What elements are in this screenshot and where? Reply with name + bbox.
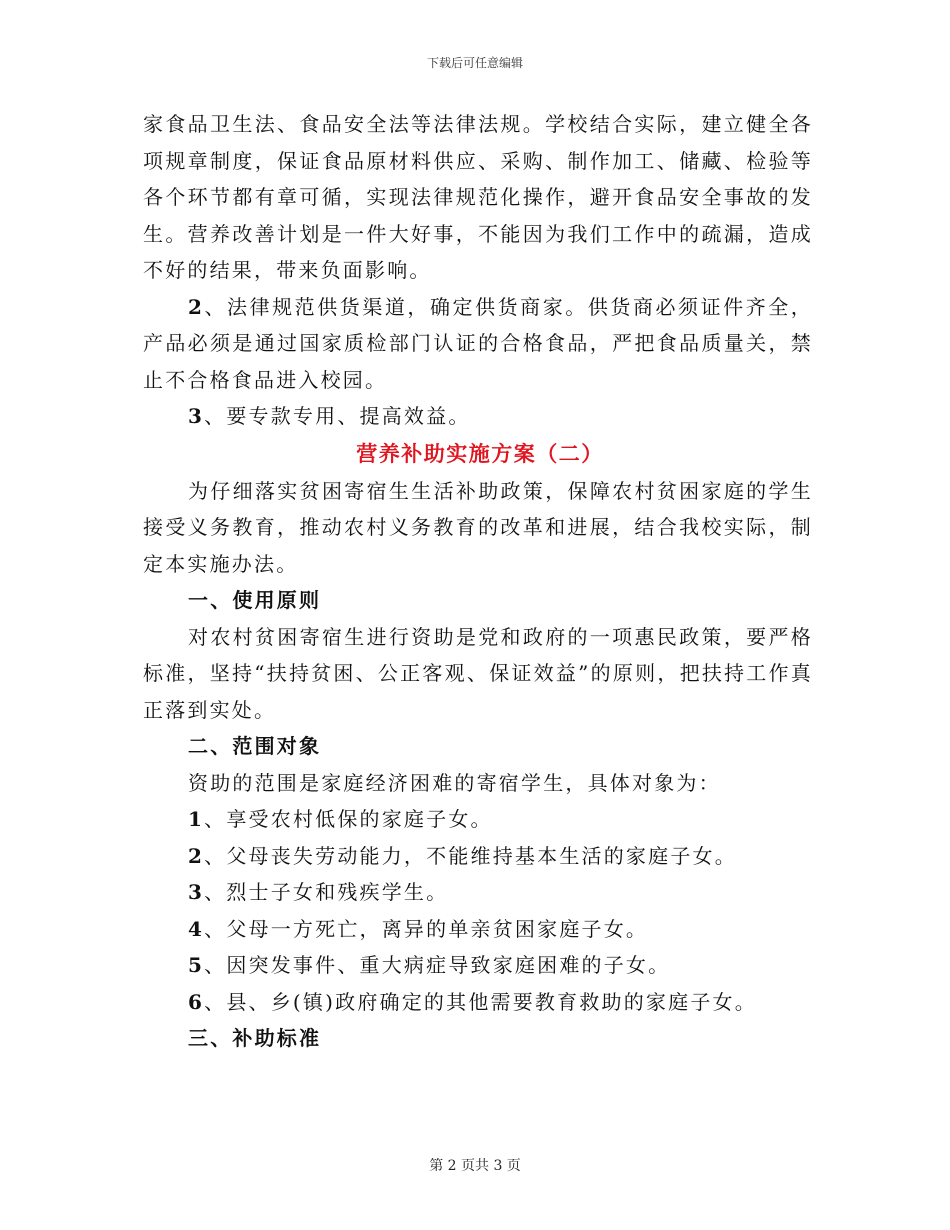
list-item [143,984,813,1021]
list-item-text: 、父母一方死亡，离异的单亲贫困家庭子女。 [204,916,649,941]
paragraph-special-funds [143,398,813,435]
paragraph-usage-principle: 对农村贫困寄宿生进行资助是党和政府的一项惠民政策，要严格标准，坚持“扶持贫困、公正客观、保证效益”的原则，把扶持工作真正落到实处。 [143,624,813,722]
list-item-text: 、县、乡(镇)政府确定的其他需要教育救助的家庭子女。 [204,989,757,1014]
paragraph-intro: 为仔细落实贫困寄宿生生活补助政策，保障农村贫困家庭的学生接受义务教育，推动农村义务教育的改革和进展，结合我校实际，制定本实施办法。 [143,478,813,576]
list-item-text: 、享受农村低保的家庭子女。 [204,807,493,831]
paragraph-scope: 资助的范围是家庭经济困难的寄宿学生，具体对象为： [188,770,721,795]
list-item [143,874,813,911]
section-title: 营养补助实施方案（二） [356,440,604,466]
document-body [143,106,813,1057]
paragraph-supply-channel [143,289,813,399]
list-item-text: 、烈士子女和残疾学生。 [204,880,449,904]
list-item [143,801,813,838]
list-number: 2 [188,843,205,868]
page-header-note: 下载后可任意编辑 [426,56,523,70]
list-number: 6 [188,989,205,1014]
list-number: 3 [188,404,205,428]
list-number: 4 [188,916,205,941]
heading-usage-principle: 一、使用原则 [188,588,322,612]
paragraph-text: 、法律规范供货渠道，确定供货商家。供货商必须证件齐全，产品必须是通过国家质检部门认证的合格食品，严把食品质量关，禁止不合格食品进入校园。 [143,294,813,392]
heading-subsidy-standard: 三、补助标准 [188,1026,322,1050]
paragraph-text: 、要专款专用、提高效益。 [204,404,471,428]
list-item-text: 、父母丧失劳动能力，不能维持基本生活的家庭子女。 [204,843,737,868]
list-number: 3 [188,880,205,904]
list-number: 2 [188,294,205,319]
list-number: 1 [188,807,205,831]
page-footer: 第 2 页共 3 页 [429,1158,521,1174]
list-item [143,911,813,948]
list-number: 5 [188,953,205,977]
list-item [143,947,813,984]
paragraph-food-safety-law: 家食品卫生法、食品安全法等法律法规。学校结合实际，建立健全各项规章制度，保证食品原材料供应、采购、制作加工、储藏、检验等各个环节都有章可循，实现法律规范化操作，避开食品安全事故的发生。营养改善计划是一件大好事，不能因为我们工作中的疏漏，造成不好的结果，带来负面影响。 [143,112,813,282]
heading-scope: 二、范围对象 [188,734,322,758]
list-item-text: 、因突发事件、重大病症导致家庭困难的子女。 [204,953,671,977]
list-item [143,838,813,875]
